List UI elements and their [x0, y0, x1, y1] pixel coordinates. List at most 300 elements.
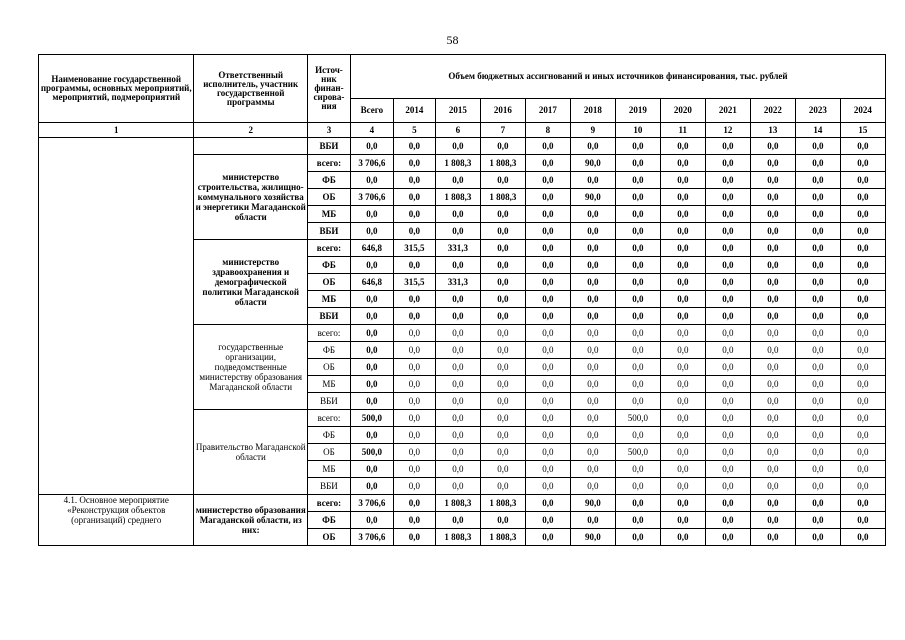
value-cell: 0,0 [393, 223, 435, 240]
value-cell: 0,0 [525, 359, 570, 376]
value-cell: 0,0 [525, 172, 570, 189]
value-cell: 0,0 [795, 223, 840, 240]
value-cell: 0,0 [480, 138, 525, 155]
value-cell: 0,0 [660, 274, 705, 291]
value-cell: 0,0 [570, 444, 615, 461]
value-cell: 0,0 [480, 206, 525, 223]
value-cell: 0,0 [393, 189, 435, 206]
value-cell: 0,0 [435, 325, 480, 342]
value-cell: 0,0 [840, 291, 885, 308]
value-cell: 0,0 [660, 155, 705, 172]
value-cell: 0,0 [570, 478, 615, 495]
value-cell: 0,0 [615, 478, 660, 495]
header-year: 2017 [525, 99, 570, 123]
source-cell: ОБ [307, 444, 350, 461]
value-cell: 0,0 [525, 223, 570, 240]
value-cell: 0,0 [480, 240, 525, 257]
value-cell: 0,0 [525, 393, 570, 410]
value-cell: 0,0 [840, 393, 885, 410]
header-program-name: Наименование государственной программы, основных мероприятий, мероприятий, подмероприятий [39, 55, 194, 123]
value-cell: 1 808,3 [480, 529, 525, 546]
value-cell: 0,0 [840, 410, 885, 427]
value-cell: 0,0 [480, 376, 525, 393]
value-cell: 0,0 [435, 478, 480, 495]
value-cell: 90,0 [570, 189, 615, 206]
value-cell: 0,0 [480, 257, 525, 274]
value-cell: 0,0 [393, 461, 435, 478]
value-cell: 0,0 [660, 512, 705, 529]
value-cell: 0,0 [525, 274, 570, 291]
source-cell: ФБ [307, 427, 350, 444]
value-cell: 0,0 [840, 155, 885, 172]
value-cell: 0,0 [660, 325, 705, 342]
value-cell: 0,0 [480, 172, 525, 189]
value-cell: 0,0 [570, 512, 615, 529]
value-cell: 0,0 [615, 274, 660, 291]
header-source: Источ-ник финан-сирова-ния [307, 55, 350, 123]
value-cell: 0,0 [435, 359, 480, 376]
value-cell: 0,0 [840, 376, 885, 393]
source-cell: ОБ [307, 189, 350, 206]
value-cell: 0,0 [660, 376, 705, 393]
value-cell: 0,0 [393, 172, 435, 189]
value-cell: 0,0 [660, 206, 705, 223]
value-cell: 0,0 [570, 291, 615, 308]
value-cell: 0,0 [480, 410, 525, 427]
value-cell: 0,0 [840, 308, 885, 325]
value-cell: 0,0 [615, 206, 660, 223]
value-cell: 0,0 [705, 138, 750, 155]
value-cell: 0,0 [840, 342, 885, 359]
value-cell: 0,0 [525, 512, 570, 529]
value-cell: 0,0 [705, 308, 750, 325]
value-cell: 500,0 [615, 410, 660, 427]
value-cell: 0,0 [435, 308, 480, 325]
value-cell: 500,0 [350, 410, 393, 427]
value-cell: 0,0 [660, 478, 705, 495]
header-volume: Объем бюджетных ассигнований и иных источников финансирования, тыс. рублей [350, 55, 885, 99]
value-cell: 0,0 [705, 478, 750, 495]
value-cell: 0,0 [795, 189, 840, 206]
source-cell: ОБ [307, 274, 350, 291]
value-cell: 0,0 [435, 223, 480, 240]
source-cell: всего: [307, 240, 350, 257]
value-cell: 0,0 [660, 444, 705, 461]
value-cell: 0,0 [750, 529, 795, 546]
value-cell: 0,0 [750, 206, 795, 223]
value-cell: 0,0 [795, 359, 840, 376]
column-number: 2 [194, 123, 308, 138]
measure-name: 4.1. Основное мероприятие «Реконструкция объектов (организаций) среднего [39, 495, 194, 546]
value-cell: 0,0 [795, 478, 840, 495]
value-cell: 0,0 [705, 189, 750, 206]
source-cell: всего: [307, 155, 350, 172]
value-cell: 0,0 [615, 189, 660, 206]
value-cell: 0,0 [480, 291, 525, 308]
header-year: 2021 [705, 99, 750, 123]
column-number: 7 [480, 123, 525, 138]
value-cell: 0,0 [615, 359, 660, 376]
table-row [39, 138, 886, 155]
value-cell: 0,0 [570, 393, 615, 410]
value-cell: 0,0 [705, 325, 750, 342]
table-body [39, 138, 886, 546]
source-cell: всего: [307, 410, 350, 427]
value-cell: 0,0 [840, 206, 885, 223]
value-cell: 0,0 [705, 393, 750, 410]
header-year: 2018 [570, 99, 615, 123]
value-cell: 0,0 [525, 308, 570, 325]
value-cell: 0,0 [393, 291, 435, 308]
column-number: 8 [525, 123, 570, 138]
header-year: 2014 [393, 99, 435, 123]
value-cell: 0,0 [750, 155, 795, 172]
source-cell: ФБ [307, 257, 350, 274]
value-cell: 0,0 [480, 461, 525, 478]
value-cell: 0,0 [480, 512, 525, 529]
source-cell: ОБ [307, 529, 350, 546]
value-cell: 0,0 [350, 512, 393, 529]
value-cell: 0,0 [350, 138, 393, 155]
value-cell: 0,0 [660, 427, 705, 444]
value-cell: 0,0 [705, 172, 750, 189]
value-cell: 0,0 [705, 444, 750, 461]
source-cell: всего: [307, 325, 350, 342]
value-cell: 90,0 [570, 529, 615, 546]
value-cell: 0,0 [393, 359, 435, 376]
value-cell: 0,0 [750, 512, 795, 529]
value-cell: 0,0 [615, 155, 660, 172]
source-cell: ВБИ [307, 223, 350, 240]
value-cell: 3 706,6 [350, 155, 393, 172]
value-cell: 646,8 [350, 274, 393, 291]
source-cell: ФБ [307, 342, 350, 359]
value-cell: 0,0 [525, 495, 570, 512]
value-cell: 0,0 [750, 172, 795, 189]
value-cell: 0,0 [615, 308, 660, 325]
value-cell: 0,0 [840, 189, 885, 206]
value-cell: 0,0 [435, 444, 480, 461]
value-cell: 0,0 [840, 478, 885, 495]
value-cell: 0,0 [615, 223, 660, 240]
value-cell: 315,5 [393, 240, 435, 257]
value-cell: 0,0 [615, 461, 660, 478]
value-cell: 0,0 [435, 393, 480, 410]
value-cell: 0,0 [393, 427, 435, 444]
table-row [39, 495, 886, 512]
value-cell: 0,0 [525, 325, 570, 342]
header-year: 2016 [480, 99, 525, 123]
column-number: 4 [350, 123, 393, 138]
column-number: 5 [393, 123, 435, 138]
value-cell: 0,0 [350, 257, 393, 274]
column-number: 13 [750, 123, 795, 138]
value-cell: 1 808,3 [480, 495, 525, 512]
value-cell: 0,0 [705, 461, 750, 478]
value-cell: 0,0 [525, 240, 570, 257]
value-cell: 0,0 [750, 359, 795, 376]
value-cell: 500,0 [615, 444, 660, 461]
value-cell: 0,0 [525, 427, 570, 444]
value-cell: 0,0 [393, 495, 435, 512]
value-cell: 0,0 [750, 257, 795, 274]
value-cell: 0,0 [705, 512, 750, 529]
value-cell: 0,0 [750, 138, 795, 155]
value-cell: 0,0 [795, 342, 840, 359]
value-cell: 0,0 [660, 291, 705, 308]
value-cell: 0,0 [840, 240, 885, 257]
value-cell: 0,0 [660, 410, 705, 427]
source-cell: ФБ [307, 512, 350, 529]
value-cell: 646,8 [350, 240, 393, 257]
value-cell: 0,0 [840, 172, 885, 189]
value-cell: 0,0 [480, 342, 525, 359]
value-cell: 0,0 [840, 529, 885, 546]
value-cell: 0,0 [393, 512, 435, 529]
value-cell: 0,0 [750, 240, 795, 257]
header-year: 2024 [840, 99, 885, 123]
value-cell: 331,3 [435, 240, 480, 257]
value-cell: 0,0 [660, 529, 705, 546]
value-cell: 0,0 [750, 189, 795, 206]
value-cell: 0,0 [480, 325, 525, 342]
value-cell: 0,0 [795, 376, 840, 393]
value-cell: 0,0 [615, 512, 660, 529]
value-cell: 0,0 [570, 172, 615, 189]
value-cell: 0,0 [840, 325, 885, 342]
value-cell: 0,0 [840, 495, 885, 512]
value-cell: 0,0 [795, 274, 840, 291]
value-cell: 0,0 [525, 478, 570, 495]
value-cell: 0,0 [705, 274, 750, 291]
value-cell: 0,0 [840, 274, 885, 291]
value-cell: 0,0 [480, 393, 525, 410]
value-cell: 0,0 [570, 240, 615, 257]
value-cell: 0,0 [795, 410, 840, 427]
value-cell: 0,0 [570, 461, 615, 478]
value-cell: 0,0 [660, 138, 705, 155]
column-number: 11 [660, 123, 705, 138]
value-cell: 1 808,3 [435, 495, 480, 512]
value-cell: 0,0 [525, 376, 570, 393]
column-number: 15 [840, 123, 885, 138]
header-year: 2020 [660, 99, 705, 123]
value-cell: 0,0 [393, 478, 435, 495]
value-cell: 0,0 [795, 529, 840, 546]
value-cell: 0,0 [660, 342, 705, 359]
value-cell: 0,0 [570, 427, 615, 444]
header-year: 2023 [795, 99, 840, 123]
value-cell: 0,0 [525, 444, 570, 461]
value-cell: 0,0 [705, 291, 750, 308]
value-cell: 0,0 [480, 274, 525, 291]
value-cell: 0,0 [570, 359, 615, 376]
executor-cell: министерство строительства, жилищно-коммунального хозяйства и энергетики Магаданской области [194, 155, 308, 240]
value-cell: 0,0 [350, 223, 393, 240]
value-cell: 0,0 [795, 291, 840, 308]
header-year: 2015 [435, 99, 480, 123]
executor-cell: министерство здравоохранения и демографической политики Магаданской области [194, 240, 308, 325]
value-cell: 0,0 [525, 155, 570, 172]
value-cell: 0,0 [435, 257, 480, 274]
value-cell: 90,0 [570, 495, 615, 512]
value-cell: 0,0 [660, 172, 705, 189]
value-cell: 0,0 [393, 529, 435, 546]
value-cell: 0,0 [350, 393, 393, 410]
value-cell: 0,0 [570, 376, 615, 393]
value-cell: 0,0 [705, 427, 750, 444]
value-cell: 0,0 [750, 444, 795, 461]
value-cell: 331,3 [435, 274, 480, 291]
column-number: 10 [615, 123, 660, 138]
value-cell: 0,0 [750, 495, 795, 512]
value-cell: 0,0 [525, 189, 570, 206]
value-cell: 0,0 [570, 325, 615, 342]
value-cell: 0,0 [480, 223, 525, 240]
value-cell: 0,0 [570, 206, 615, 223]
value-cell: 0,0 [705, 495, 750, 512]
value-cell: 0,0 [435, 206, 480, 223]
value-cell: 0,0 [795, 206, 840, 223]
executor-cell: государственные организации, подведомственные министерству образования Магаданской области [194, 325, 308, 410]
value-cell: 0,0 [795, 155, 840, 172]
measure-cell [39, 138, 194, 495]
value-cell: 0,0 [480, 478, 525, 495]
value-cell: 0,0 [705, 410, 750, 427]
header-year: 2019 [615, 99, 660, 123]
value-cell: 0,0 [660, 359, 705, 376]
source-cell: ВБИ [307, 393, 350, 410]
value-cell: 0,0 [615, 342, 660, 359]
page-number: 58 [446, 33, 459, 47]
value-cell: 0,0 [795, 512, 840, 529]
financing-table [38, 54, 886, 546]
value-cell: 0,0 [350, 325, 393, 342]
value-cell: 0,0 [615, 138, 660, 155]
value-cell: 0,0 [393, 206, 435, 223]
value-cell: 0,0 [525, 138, 570, 155]
value-cell: 0,0 [660, 240, 705, 257]
value-cell: 0,0 [840, 359, 885, 376]
value-cell: 0,0 [615, 427, 660, 444]
value-cell: 0,0 [615, 240, 660, 257]
column-number: 12 [705, 123, 750, 138]
value-cell: 0,0 [435, 342, 480, 359]
value-cell: 0,0 [660, 461, 705, 478]
source-cell: ОБ [307, 359, 350, 376]
value-cell: 0,0 [570, 410, 615, 427]
value-cell: 0,0 [525, 410, 570, 427]
value-cell: 0,0 [393, 393, 435, 410]
source-cell: МБ [307, 291, 350, 308]
value-cell: 0,0 [615, 376, 660, 393]
value-cell: 90,0 [570, 155, 615, 172]
value-cell: 0,0 [750, 410, 795, 427]
source-cell: МБ [307, 206, 350, 223]
value-cell: 1 808,3 [435, 189, 480, 206]
value-cell: 0,0 [350, 461, 393, 478]
value-cell: 0,0 [480, 427, 525, 444]
value-cell: 0,0 [750, 478, 795, 495]
value-cell: 0,0 [840, 461, 885, 478]
column-number: 14 [795, 123, 840, 138]
value-cell: 0,0 [435, 461, 480, 478]
value-cell: 0,0 [615, 495, 660, 512]
value-cell: 0,0 [660, 393, 705, 410]
value-cell: 0,0 [570, 257, 615, 274]
value-cell: 0,0 [435, 172, 480, 189]
value-cell: 0,0 [750, 291, 795, 308]
value-cell: 0,0 [570, 274, 615, 291]
value-cell: 0,0 [393, 444, 435, 461]
column-numbers-row [39, 123, 886, 138]
source-cell: ВБИ [307, 478, 350, 495]
value-cell: 0,0 [350, 291, 393, 308]
value-cell: 0,0 [840, 223, 885, 240]
value-cell: 0,0 [705, 376, 750, 393]
value-cell: 0,0 [615, 325, 660, 342]
value-cell: 0,0 [660, 189, 705, 206]
source-cell: ФБ [307, 172, 350, 189]
value-cell: 0,0 [660, 257, 705, 274]
value-cell: 0,0 [750, 427, 795, 444]
executor-cell [194, 138, 308, 155]
value-cell: 0,0 [570, 342, 615, 359]
value-cell: 0,0 [350, 478, 393, 495]
source-cell: МБ [307, 376, 350, 393]
value-cell: 0,0 [660, 223, 705, 240]
value-cell: 0,0 [705, 240, 750, 257]
value-cell: 0,0 [750, 223, 795, 240]
value-cell: 0,0 [750, 376, 795, 393]
value-cell: 0,0 [480, 359, 525, 376]
value-cell: 0,0 [750, 308, 795, 325]
value-cell: 0,0 [435, 291, 480, 308]
column-number: 1 [39, 123, 194, 138]
column-number: 3 [307, 123, 350, 138]
value-cell: 0,0 [393, 308, 435, 325]
value-cell: 0,0 [393, 376, 435, 393]
value-cell: 0,0 [750, 393, 795, 410]
value-cell: 0,0 [615, 393, 660, 410]
value-cell: 0,0 [525, 206, 570, 223]
value-cell: 0,0 [393, 342, 435, 359]
value-cell: 0,0 [840, 257, 885, 274]
value-cell: 0,0 [350, 206, 393, 223]
value-cell: 0,0 [615, 291, 660, 308]
value-cell: 0,0 [750, 325, 795, 342]
value-cell: 0,0 [393, 138, 435, 155]
value-cell: 0,0 [840, 512, 885, 529]
value-cell: 0,0 [840, 444, 885, 461]
value-cell: 0,0 [705, 529, 750, 546]
value-cell: 0,0 [705, 155, 750, 172]
value-cell: 0,0 [435, 138, 480, 155]
value-cell: 0,0 [795, 325, 840, 342]
value-cell: 0,0 [750, 274, 795, 291]
value-cell: 0,0 [350, 427, 393, 444]
value-cell: 0,0 [705, 257, 750, 274]
value-cell: 0,0 [795, 257, 840, 274]
value-cell: 0,0 [480, 308, 525, 325]
value-cell: 0,0 [840, 427, 885, 444]
source-cell: ВБИ [307, 138, 350, 155]
value-cell: 3 706,6 [350, 189, 393, 206]
value-cell: 315,5 [393, 274, 435, 291]
value-cell: 0,0 [795, 393, 840, 410]
value-cell: 0,0 [350, 342, 393, 359]
value-cell: 1 808,3 [435, 155, 480, 172]
